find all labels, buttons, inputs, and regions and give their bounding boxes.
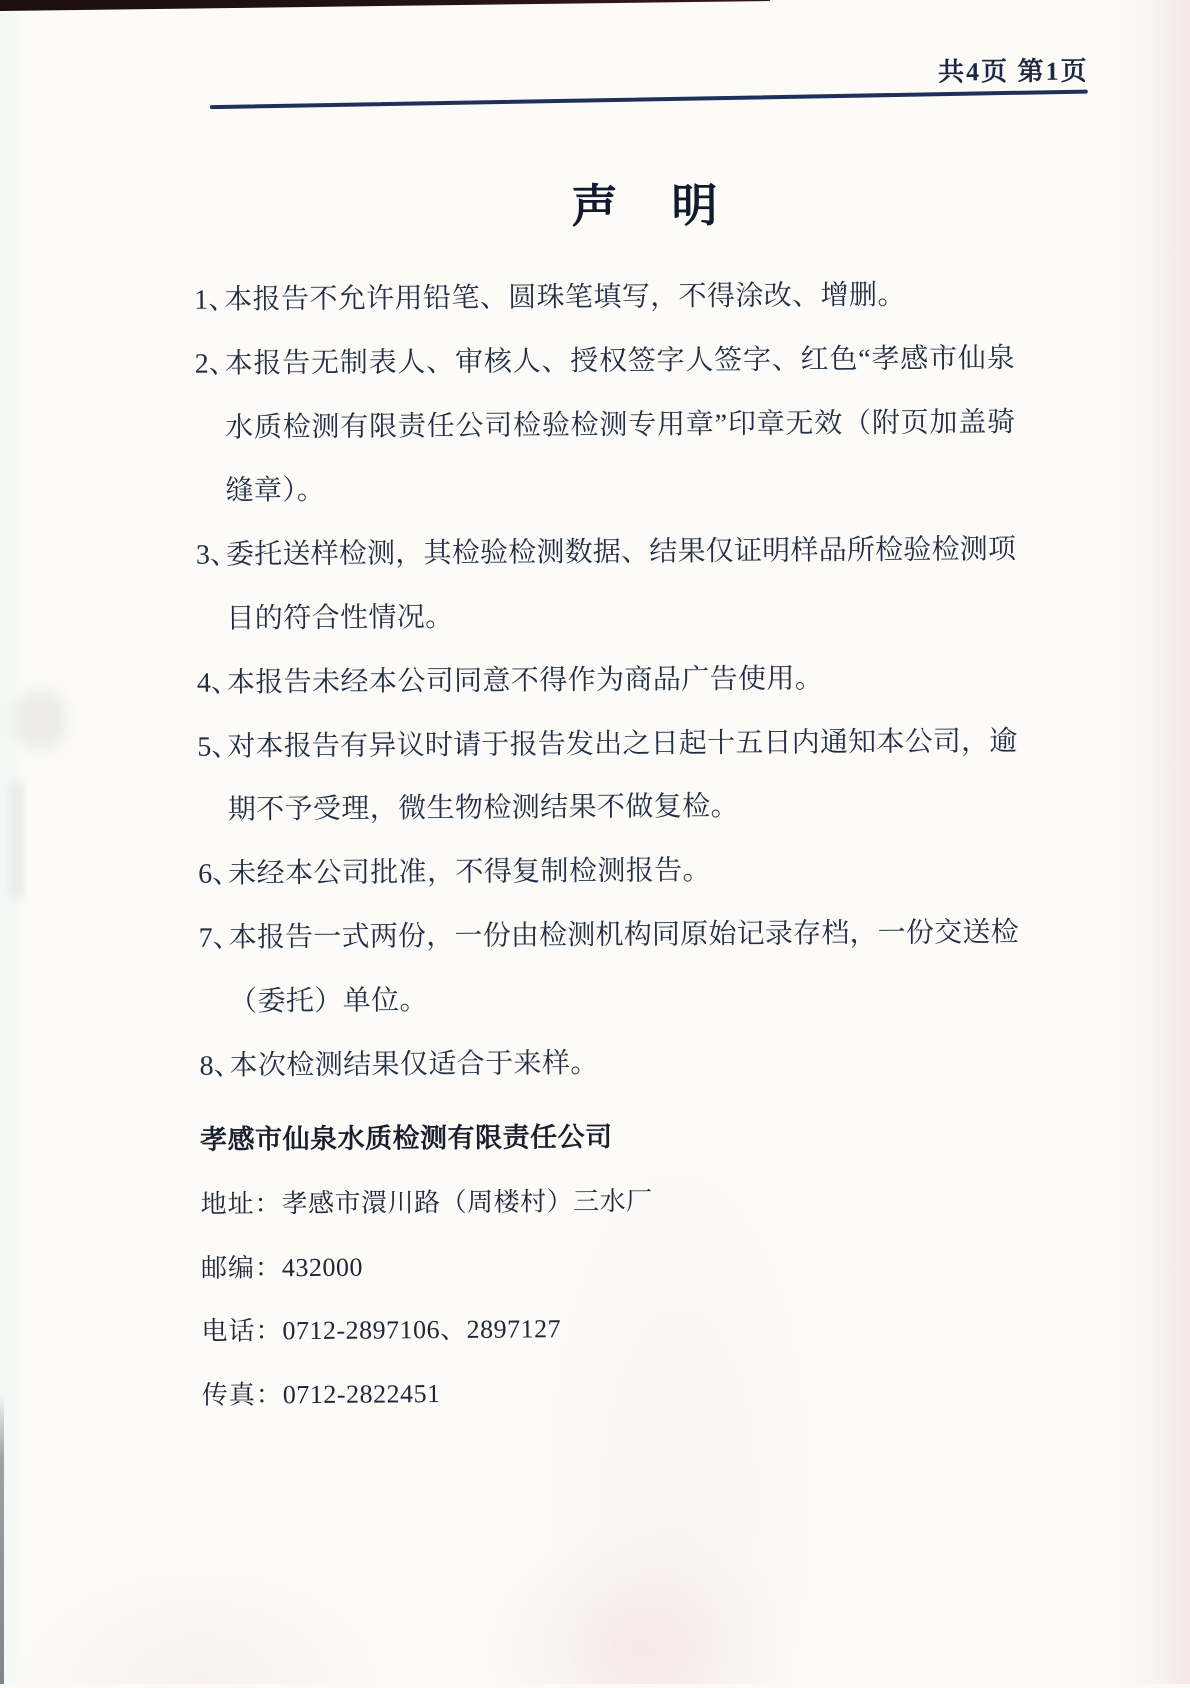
contact-phone-value: 0712-2897106、2897127 (282, 1315, 561, 1346)
statement-item-number: 5、 (197, 715, 227, 779)
contact-address-value: 孝感市澴川路（周楼村）三水厂 (281, 1186, 652, 1218)
statement-line-9 (198, 773, 1026, 843)
statement-line-3 (195, 391, 1023, 461)
statement-item-text: 本报告不允许用铅笔、圆珠笔填写，不得涂改、增删。 (224, 280, 906, 316)
statement-item-number: 7、 (198, 907, 228, 971)
document-title-text: 声 明 (571, 180, 721, 232)
statement-line-8 (197, 710, 1025, 780)
contact-address-label: 地址： (200, 1189, 281, 1219)
statement-item-text: 期不予受理，微生物检测结果不做复检。 (228, 791, 739, 826)
statement-line-11 (198, 901, 1026, 971)
statement-item-text: 缝章）。 (225, 475, 325, 507)
statement-line-10 (198, 837, 1026, 907)
statement-line-5 (196, 518, 1024, 588)
statement-item-text: 未经本公司批准，不得复制检测报告。 (228, 855, 711, 889)
statement-item-text: 委托送样检测，其检验检测数据、结果仅证明样品所检验检测项 (226, 518, 1016, 587)
statement-item-number: 8、 (199, 1034, 229, 1098)
contact-postal-code (201, 1233, 653, 1300)
statement-item-text: （委托）单位。 (229, 985, 428, 1017)
company-name: 孝感市仙泉水质检测有限责任公司 (200, 1106, 652, 1173)
statement-line-1 (194, 263, 1022, 333)
statement-line-2 (194, 327, 1022, 397)
contact-fax-label: 传真： (202, 1380, 283, 1410)
statement-line-4 (195, 454, 1023, 524)
statement-item-number: 1、 (194, 269, 224, 333)
statement-line-6 (196, 582, 1024, 652)
contact-postal-label: 邮编： (201, 1253, 282, 1283)
statement-item-text: 本报告无制表人、审核人、授权签字人签字、红色“孝感市仙泉 (224, 327, 1014, 396)
statement-item-text: 本次检测结果仅适合于来样。 (229, 1048, 598, 1082)
statement-list (194, 263, 1028, 1098)
statement-item-text: 对本报告有异议时请于报告发出之日起十五日内通知本公司，逾 (227, 710, 1017, 779)
statement-item-number: 6、 (198, 843, 228, 907)
contact-fax (202, 1361, 654, 1428)
contact-postal-value: 432000 (282, 1252, 363, 1282)
company-info-block (200, 1106, 654, 1428)
statement-line-13 (199, 1029, 1027, 1099)
statement-line-12 (199, 965, 1027, 1035)
statement-item-text: 目的符合性情况。 (226, 602, 453, 635)
statement-line-7 (197, 646, 1025, 716)
header-rule (210, 90, 1088, 110)
document-title (0, 166, 1186, 240)
statement-item-text: 水质检测有限责任公司检验检测专用章”印章无效（附页加盖骑 (225, 391, 1015, 460)
statement-item-number: 3、 (196, 524, 226, 588)
statement-item-number: 2、 (194, 332, 224, 396)
contact-phone-label: 电话： (201, 1317, 282, 1347)
contact-phone (201, 1297, 653, 1364)
contact-address (200, 1169, 652, 1236)
statement-item-number: 4、 (197, 651, 227, 715)
contact-fax-value: 0712-2822451 (283, 1379, 441, 1409)
statement-item-text: 本报告未经本公司同意不得作为商品广告使用。 (227, 663, 824, 698)
page-indicator: 共4页 第1页 (938, 51, 1089, 89)
statement-item-text: 本报告一式两份，一份由检测机构同原始记录存档，一份交送检 (228, 901, 1018, 970)
